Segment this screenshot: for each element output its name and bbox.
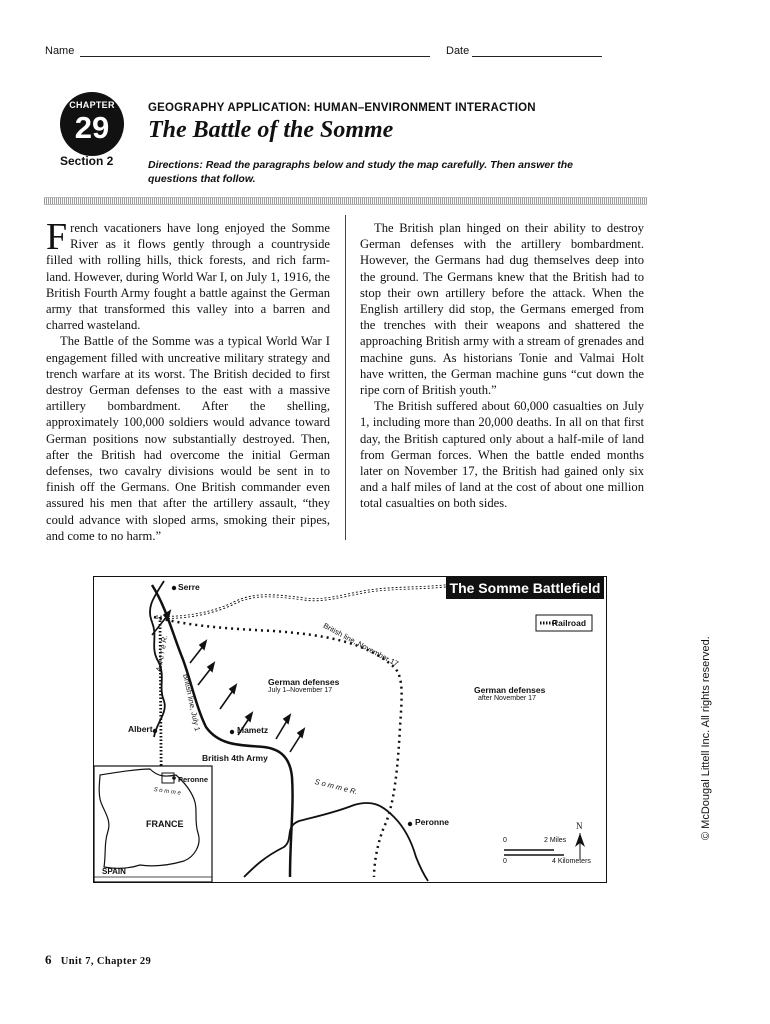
label-german-defenses-2-sub: after November 17 [478, 695, 536, 702]
label-spain: SPAIN [102, 867, 126, 876]
label-albert: Albert [128, 724, 153, 734]
somme-battlefield-map [93, 576, 607, 883]
label-german-defenses-1-sub: July 1–November 17 [268, 687, 333, 694]
date-label: Date [446, 45, 470, 57]
label-mametz: Mametz [237, 725, 269, 735]
label-ancre-river: A n c r e R. [154, 634, 170, 673]
label-german-defenses-1: German defenses [268, 677, 340, 687]
chapter-number: 29 [74, 110, 110, 145]
column-divider [345, 215, 346, 540]
name-label: Name [45, 45, 75, 57]
north-arrow-icon [575, 833, 585, 859]
name-field-line[interactable] [80, 56, 430, 57]
drop-cap: F [46, 216, 68, 258]
label-british-line-nov17: British line, November 17 [321, 621, 400, 669]
paragraph-4: The British suffered about 60,000 casualties on July 1, including more than 20,000 deaths. In all on that first day, the British captured only about a half-mile of land from German forces. When the battle ended months later on November 17, the British had gained only six and a half miles of land at the cost of about one million total casualties on both sides. [360, 399, 644, 511]
mametz-dot [230, 730, 234, 734]
paragraph-3: The British plan hinged on their ability to destroy German defenses with the artillery bombardment. However, the Germans had dug themselves deep into the ground. The Germans knew that the British had to stop their own artillery before the attack. When the English artillery did stop, the Germans emerged from the trenches with their weapons and shattered the approaching British army with a stream of grenades and machine guns. As historians Tonie and Valmai Holt have written, the German machine guns “cut down the ripe corn of British youth.” [360, 221, 644, 398]
paragraph-1 [46, 216, 330, 333]
label-german-defenses-2: German defenses [474, 685, 546, 695]
scale-miles-label: 2 Miles [544, 837, 567, 844]
label-british-4th-army: British 4th Army [202, 753, 268, 763]
label-inset-somme: S o m m e [153, 787, 182, 797]
label-serre: Serre [178, 582, 200, 592]
paragraph-1-text: rench vacationers have long enjoyed the Somme River as it flows gently through a countryside filled with rolling hills, thick forests, and rich farm-land. However, during World War I, on July 1, 1916, the British Fourth Army fought a battle against the German army that transformed this valley into a barren and charred wasteland. [46, 221, 330, 333]
scale-zero-miles: 0 [503, 837, 507, 844]
inset-peronne-dot [172, 776, 176, 780]
page-number: 6 [45, 952, 52, 967]
legend-railroad-label: Railroad [552, 618, 587, 628]
label-peronne: Peronne [415, 817, 450, 827]
unit-chapter-label: Unit 7, Chapter 29 [60, 956, 152, 967]
railroad-north [156, 585, 454, 617]
somme-river [244, 803, 428, 881]
peronne-dot [408, 822, 412, 826]
page-title: The Battle of the Somme [148, 117, 394, 143]
category-heading: GEOGRAPHY APPLICATION: HUMAN–ENVIRONMENT INTERACTION [148, 102, 536, 114]
page-footer [45, 952, 151, 968]
albert-dot [153, 729, 157, 733]
scale-km-label: 4 Kilometers [552, 858, 591, 865]
map-title: The Somme Battlefield [446, 577, 604, 599]
label-inset-peronne: Peronne [178, 775, 209, 784]
label-british-line-jul1: British line, July 1 [181, 673, 203, 732]
section-label: Section 2 [60, 154, 114, 168]
scale-zero-km: 0 [503, 858, 507, 865]
date-field-line[interactable] [472, 56, 602, 57]
label-france: FRANCE [146, 819, 184, 829]
paragraph-2: The Battle of the Somme was a typical World War I engagement filled with uncreative military strategy and trench warfare at its worst. The British decided to first destroy German defenses to the east with a massive artillery bombardment. After the shelling, approximately 100,000 soldiers would advance toward German positions now substantially destroyed. Then, after the British had overcome the initial German defenses, two cavalry divisions would be sent in to finish off the Germans. One British commander even assured his men that after the artillery assault, “they could advance with sloped arms, smoking their pipes, and come to no harm.” [46, 334, 330, 543]
serre-dot [172, 586, 176, 590]
directions-text: Directions: Read the paragraphs below and study the map carefully. Then answer the questions that follow. [148, 159, 573, 185]
divider-band [44, 197, 647, 205]
chapter-label: CHAPTER [69, 100, 115, 110]
north-label: N [576, 821, 583, 831]
article-left-column [46, 216, 330, 544]
article-right-column [360, 220, 644, 512]
label-somme-river: S o m m e R. [313, 777, 359, 797]
copyright-notice: © McDougal Littell Inc. All rights reserved. [700, 636, 712, 840]
map-graphic [94, 577, 606, 882]
